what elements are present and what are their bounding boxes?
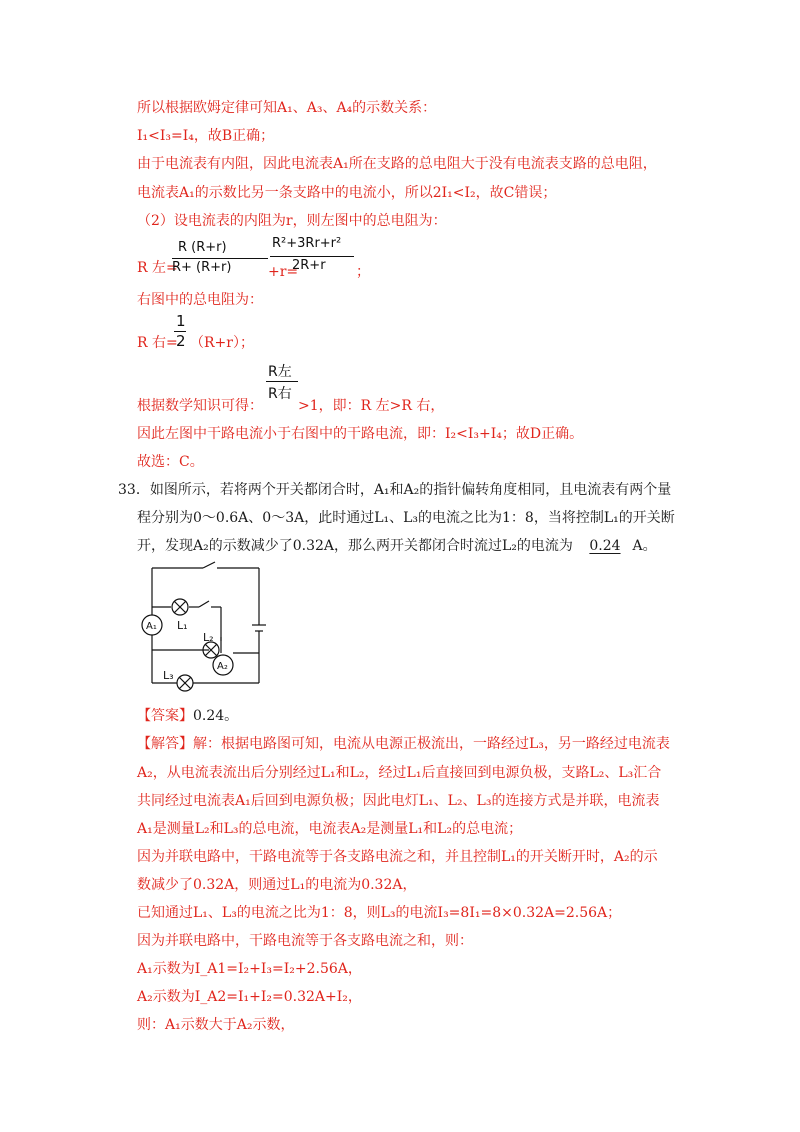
text-line: 故选：C。 — [137, 454, 204, 470]
text-line: ； — [356, 264, 370, 280]
fraction-numerator: 1 — [176, 312, 186, 330]
ammeter-a1-label: A₁ — [146, 621, 157, 632]
text-line: I₁<I₃=I₄，故B正确； — [137, 128, 275, 144]
solution-line: 则：A₁示数大于A₂示数， — [137, 1017, 295, 1033]
text-line: （R+r）； — [190, 335, 254, 351]
text-line: （2）设电流表的内阻为r，则左图中的总电阻为： — [137, 213, 447, 229]
solution-line: 因为并联电路中，干路电流等于各支路电流之和，则： — [137, 933, 473, 949]
fraction-numerator: R左 — [268, 364, 292, 380]
answer-line — [137, 706, 238, 726]
fraction-numerator: R (R+r) — [178, 240, 227, 255]
question-text: 开，发现A₂的示数减少了0.32A，那么两开关都闭合时流过L₂的电流为 0.24 A。 — [137, 538, 657, 554]
solution-tag: 【解答】 — [137, 736, 193, 752]
answer-blank: 0.24 — [589, 538, 621, 554]
text-line: 电流表A₁的示数比另一条支路中的电流小，所以2I₁<I₂，故C错误； — [137, 185, 557, 201]
answer-tag: 【答案】 — [137, 708, 193, 724]
fraction-numerator: R²+3Rr+r² — [272, 236, 342, 251]
text-line: >1，即：R 左>R 右， — [298, 398, 445, 414]
fraction-bar — [270, 256, 354, 257]
text-line: 由于电流表有内阻，因此电流表A₁所在支路的总电阻大于没有电流表支路的总电阻， — [137, 156, 657, 172]
ammeter-a2-label: A₂ — [217, 661, 228, 672]
lamp-l3-label: L₃ — [163, 669, 174, 682]
solution-line: A₁示数为I_A1=I₂+I₃=I₂+2.56A， — [137, 961, 362, 977]
answer-value: 0.24。 — [193, 708, 239, 724]
text-line: 所以根据欧姆定律可知A₁、A₃、A₄的示数关系： — [137, 100, 437, 116]
solution-line: A₁是测量L₂和L₃的总电流，电流表A₂是测量L₁和L₂的总电流； — [137, 821, 523, 837]
text-line: R 左= — [137, 260, 178, 276]
question-text: 33．如图所示，若将两个开关都闭合时，A₁和A₂的指针偏转角度相同，且电流表有两个量 — [118, 482, 672, 498]
text-line: +r= — [268, 264, 299, 280]
fraction-denominator: 2R+r — [292, 258, 326, 273]
solution-line: A₂，从电流表流出后分别经过L₁和L₂，经过L₁后直接回到电源负极，支路L₂、L₃汇合 — [137, 765, 662, 781]
fraction-denominator: 2 — [176, 332, 186, 350]
solution-line: 数减少了0.32A，则通过L₁的电流为0.32A， — [137, 877, 417, 893]
text-line: 因此左图中干路电流小于右图中的干路电流，即：I₂<I₃+I₄；故D正确。 — [137, 426, 584, 442]
text-line: 根据数学知识可得： — [137, 398, 263, 414]
lamp-l2-label: L₂ — [203, 631, 214, 644]
text-line: R 右= — [137, 335, 178, 351]
solution-line: 因为并联电路中，干路电流等于各支路电流之和，并且控制L₁的开关断开时，A₂的示 — [137, 849, 658, 865]
fraction-denominator: R+ (R+r) — [172, 260, 232, 275]
circuit-diagram — [135, 555, 275, 695]
fraction-bar — [172, 258, 268, 259]
solution-line: 已知通过L₁、L₃的电流之比为1：8，则L₃的电流I₃=8I₁=8×0.32A=2.56A； — [137, 905, 622, 921]
fraction-bar — [266, 381, 298, 382]
solution-line: 共同经过电流表A₁后回到电源负极；因此电灯L₁、L₂、L₃的连接方式是并联，电流表 — [137, 793, 660, 809]
lamp-l1-label: L₁ — [177, 619, 188, 632]
solution-line: A₂示数为I_A2=I₁+I₂=0.32A+I₂， — [137, 989, 362, 1005]
question-text: 程分别为0～0.6A、0～3A，此时通过L₁、L₃的电流之比为1：8，当将控制L₁的开关断 — [137, 510, 675, 526]
solution-line: 【解答】解：根据电路图可知，电流从电源正极流出，一路经过L₃，另一路经过电流表 — [137, 736, 670, 752]
fraction-denominator: R右 — [268, 386, 292, 402]
text-line: 右图中的总电阻为： — [137, 292, 263, 308]
